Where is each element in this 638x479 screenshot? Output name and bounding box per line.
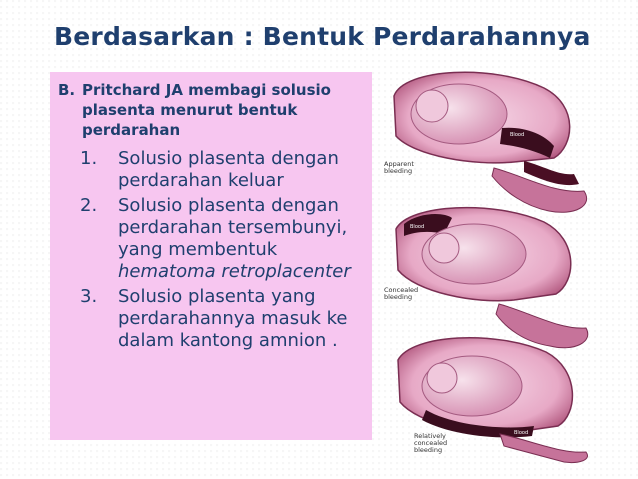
list-item — [80, 148, 370, 192]
list-number: 3. — [80, 286, 98, 307]
label-apparent-bleeding: Apparent bleeding — [384, 160, 414, 175]
label-concealed-bleeding: Concealed bleeding — [384, 286, 419, 301]
label-blood-mid: Blood — [410, 224, 425, 230]
label-blood-top: Blood — [510, 132, 525, 138]
panel-apparent-bleeding — [384, 72, 587, 212]
list-number: 1. — [80, 148, 98, 169]
list-item — [80, 286, 370, 352]
slide-title: Berdasarkan : Bentuk Perdarahannya — [54, 22, 591, 51]
panel-relatively-concealed-bleeding — [398, 338, 587, 463]
panel-concealed-bleeding — [384, 208, 588, 348]
list-item-text: Solusio plasenta dengan perdarahan tersembunyi, yang membentuk — [118, 195, 348, 260]
list-number: 2. — [80, 195, 98, 216]
list-item-text: Solusio plasenta dengan perdarahan keluar — [118, 148, 339, 191]
intro-paragraph — [58, 80, 368, 140]
bleeding-types-list — [80, 148, 370, 355]
list-item-text: Solusio plasenta yang perdarahannya masuk ke dalam kantong amnion . — [118, 286, 348, 351]
intro-label: B. — [58, 81, 76, 99]
label-blood-bot: Blood — [514, 430, 529, 436]
intro-text: Pritchard JA membagi solusio plasenta menurut bentuk perdarahan — [82, 81, 331, 139]
list-item — [80, 195, 370, 283]
list-item-italic-text: hematoma retroplacenter — [118, 261, 351, 282]
label-relatively-concealed-bleeding: Relatively concealed bleeding — [414, 432, 448, 454]
content-box — [50, 72, 372, 440]
abruptio-placentae-illustration — [374, 66, 604, 466]
